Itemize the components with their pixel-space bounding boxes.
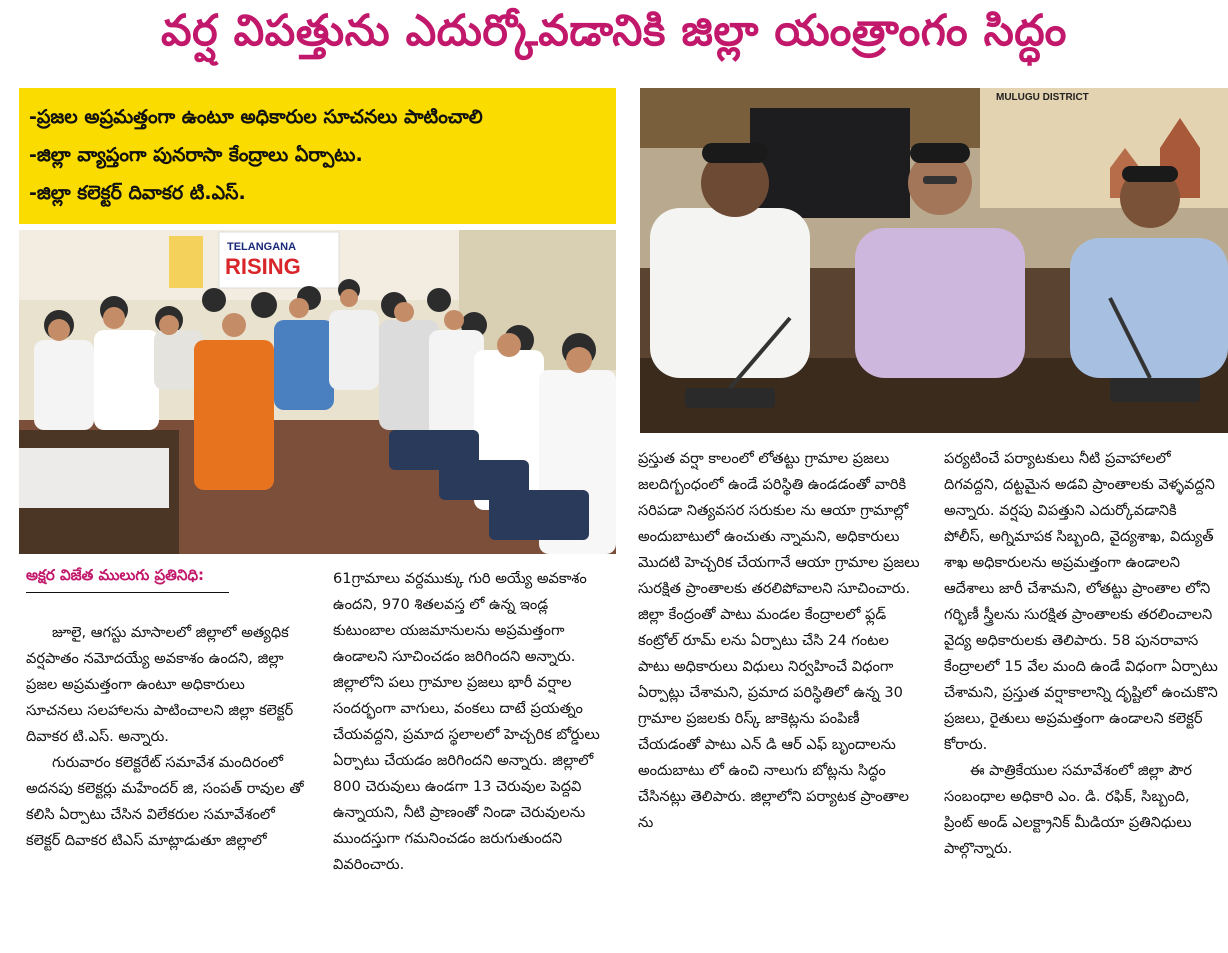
wall-sign-text: MULUGU DISTRICT: [996, 92, 1089, 103]
byline: అక్షర విజేత ములుగు ప్రతినిధి:: [26, 566, 205, 584]
highlight-line: -జిల్లా కలెక్టర్ దివాకర టి.ఎస్.: [29, 182, 246, 204]
highlight-line: -ప్రజల అప్రమత్తంగా ఉంటూ అధికారుల సూచనలు పాటించాలి: [29, 106, 483, 128]
highlight-line: -జిల్లా వ్యాప్తంగా పునరాసా కేంద్రాలు ఏర్పాటు.: [29, 144, 363, 166]
collector-briefing-photo: [640, 88, 1228, 433]
article-paragraph: జూలై, ఆగస్టు మాసాలలో జిల్లాలో అత్యధిక వర్షపాతం నమోదయ్యే అవకాశం ఉందని, జిల్లా ప్రజల అప్రమత్తంగా ఉంటూ అధికారులు సూచనలు సలహాలను పాటించాలని జిల్లా కలెక్టర్ దివాకర టి.ఎస్. అన్నారు.: [26, 624, 294, 745]
article-paragraph: గురువారం కలెక్టరేట్ సమావేశ మందిరంలో అదనపు కలెక్టర్లు మహేందర్ జి, సంపత్ రావుల తో కలిసి ఏర్పాటు చేసిన విలేకరుల సమావేశంలో కలెక్టర్ దివాకర టిఎస్ మాట్లాడుతూ జిల్లాలో: [26, 754, 304, 849]
article-column-2: [333, 566, 615, 878]
article-column-1: [26, 620, 306, 854]
article-column-3: [638, 446, 923, 836]
article-paragraph: ప్రస్తుత వర్షా కాలంలో లోతట్టు గ్రామాల ప్రజలు జలదిగ్బంధంలో ఉండే పరిస్థితి ఉండడంతో వారికి సరిపడా నిత్యవసర సరుకుల ను ఆయా గ్రామాల్లో అందుబాటులో ఉంచుతు న్నామని, అధికారులు మొదటి హెచ్చరిక చేయగానే ఆయా గ్రామాల ప్రజలు సురక్షిత ప్రాంతాలకు తరలిపోవాలని సూచించారు. జిల్లా కేంద్రంతో పాటు మండల కేంద్రాలలో ఫ్లడ్ కంట్రోల్ రూమ్ లను ఏర్పాటు చేసి 24 గంటల పాటు అధికారులు విధులు నిర్వహించే విధంగా ఏర్పాట్లు చేశామని, ప్రమాద పరిస్థితిలో ఉన్న 30 గ్రామాల ప్రజలకు రిస్క్ జాకెట్లను పంపిణీ చేయడంతో పాటు ఎన్ డి ఆర్ ఎఫ్ బృందాలను అందుబాటు లో ఉంచి నాలుగు బోట్లను సిద్ధం చేసినట్లు తెలిపారు. జిల్లాలోని పర్యాటక ప్రాంతాల ను: [638, 450, 920, 831]
banner-text-line1: TELANGANA: [227, 241, 297, 253]
highlights-box: [19, 88, 616, 224]
headline: వర్ష విపత్తును ఎదుర్కోవడానికి జిల్లా యంత్రాంగం సిద్ధం: [161, 6, 1067, 56]
article-paragraph: 61గ్రామాలు వర్దముక్కు గురి అయ్యే అవకాశం ఉందని, 970 శితలవస్త లో ఉన్న ఇండ్ల కుటుంబాల యజమానులను అప్రమత్తంగా ఉండాలని సూచించడం జరిగిందని అన్నారు. జిల్లాలోని పలు గ్రామాల ప్రజలు భారీ వర్షాల సందర్భంగా వాగులు, వంకలు దాటే ప్రయత్నం చేయవద్దని, ప్రమాద స్థలాలలో హెచ్చరిక బోర్డులు ఏర్పాటు చేయడం జరిగిందని అన్నారు. జిల్లాలో 800 చెరువులు ఉండగా 13 చెరువుల పెద్దవి ఉన్నాయని, నీటి ప్రాణంతో నిండా చెరువులను ముందస్తుగా గమనించడం జరుగుతుందని వివరించారు.: [333, 570, 600, 873]
byline-underline: [26, 592, 229, 593]
article-column-4: [944, 446, 1219, 862]
banner-text-line2: RISING: [225, 254, 301, 279]
press-meet-audience-photo: [19, 230, 616, 554]
article-paragraph: పర్యటించే పర్యాటకులు నీటి ప్రవాహాలలో దిగవద్దని, దట్టమైన అడవి ప్రాంతాలకు వెళ్ళవద్దని అన్నారు. వర్షపు విపత్తుని ఎదుర్కోవడానికి పోలీస్, అగ్నిమాపక సిబ్బంది, వైద్యశాఖ, విద్యుత్ శాఖ అధికారులను అప్రమత్తంగా ఉండాలని ఆదేశాలు జారీ చేశామని, లోతట్టు ప్రాంతాల లోని గర్భిణీ స్త్రీలను సురక్షిత ప్రాంతాలకు తరలించాలని వైద్య అధికారులకు తెలిపారు. 58 పునరావాస కేంద్రాలలో 15 వేల మంది ఉండే విధంగా ఏర్పాటు చేశామని, ప్రస్తుత వర్షాకాలాన్ని దృష్టిలో ఉంచుకొని ప్రజలు, రైతులు అప్రమత్తంగా ఉండాలని కలెక్టర్ కోరారు.: [944, 450, 1218, 753]
article-paragraph: ఈ పాత్రికేయుల సమావేశంలో జిల్లా పౌర సంబంధాల అధికారి ఎం. డి. రఫిక్, సిబ్బంది, ప్రింట్ అండ్ ఎలక్ట్రానిక్ మీడియా ప్రతినిధులు పాల్గొన్నారు.: [944, 762, 1192, 857]
